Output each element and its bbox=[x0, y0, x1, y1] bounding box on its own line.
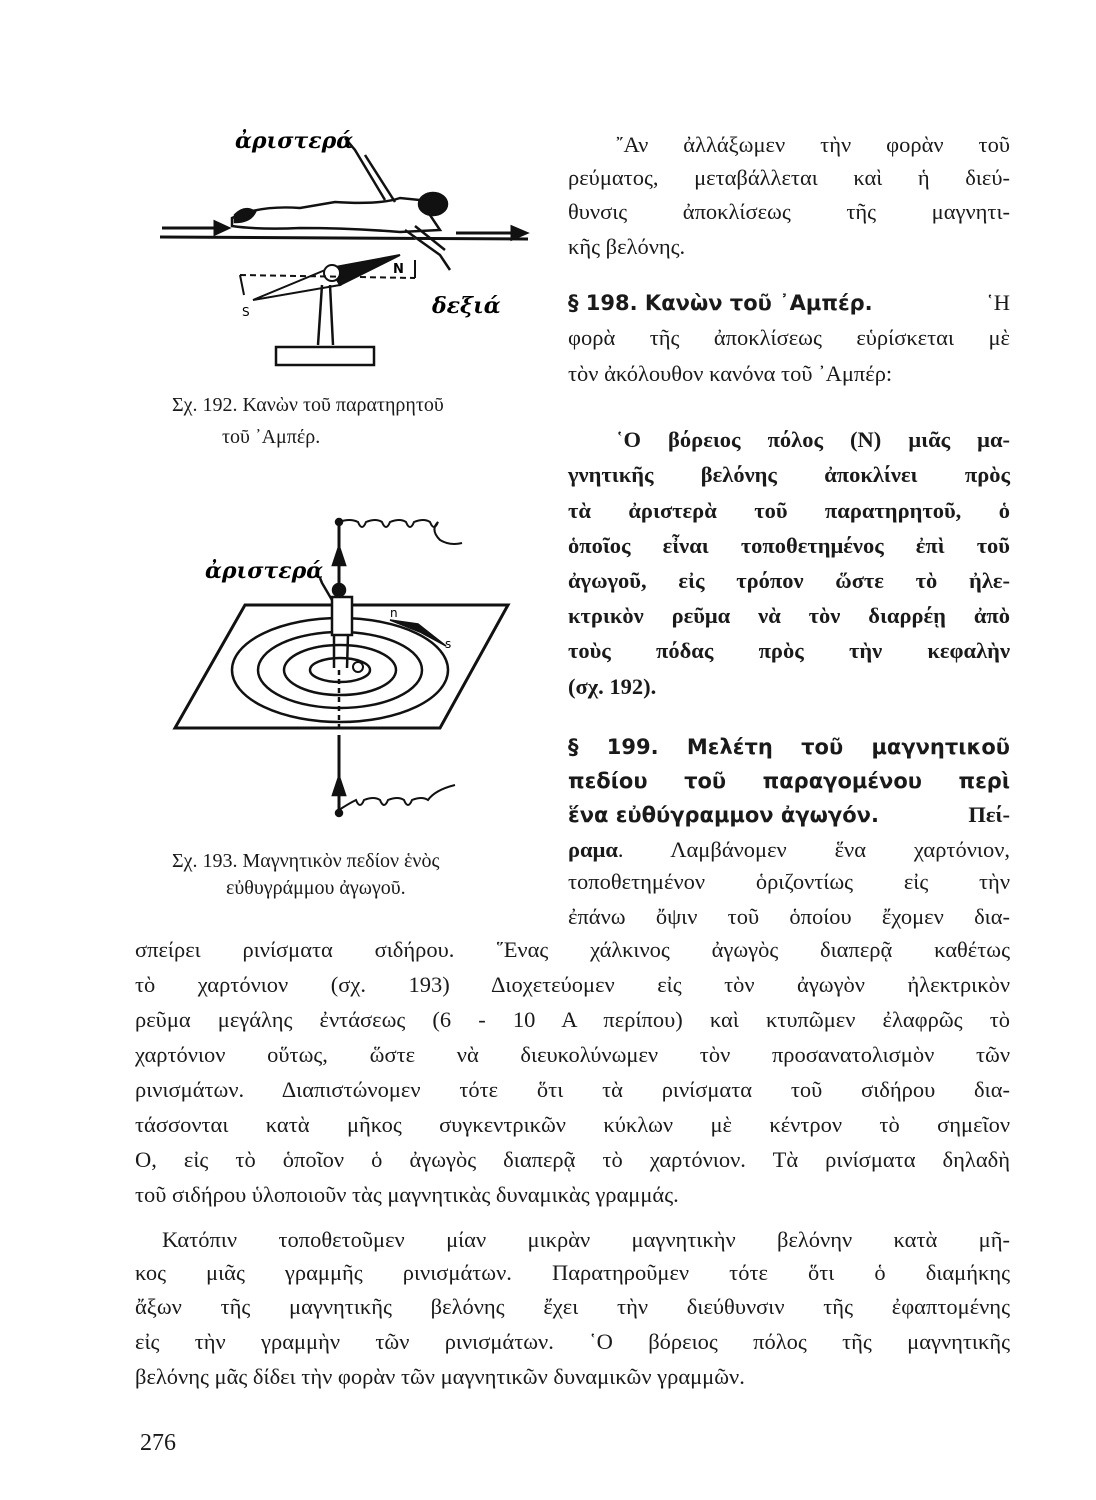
text-line: τὸν ἀκόλουθον κανόνα τοῦ ᾿Αμπέρ: bbox=[568, 361, 893, 386]
text-line: κος μιᾶς γραμμῆς ρινισμάτων. Παρατηροῦμεν τότε ὅτι ὁ διαμήκης bbox=[135, 1260, 1010, 1285]
section-198-line1 bbox=[568, 288, 1010, 318]
rule-line: κτρικὸν ρεῦμα νὰ τὸν διαρρέῃ ἀπὸ bbox=[568, 603, 1010, 628]
text-line: χαρτόνιον οὕτως, ὥστε νὰ διευκολύνωμεν τὸν προσανατολισμὸν τῶν bbox=[135, 1042, 1010, 1067]
text-line: ἐπάνω ὄψιν τοῦ ὁποίου ἔχομεν δια- bbox=[568, 904, 1010, 929]
rule-line: τὰ ἀριστερὰ τοῦ παρατηρητοῦ, ὁ bbox=[568, 498, 1010, 523]
figure-193-caption-line2: εὐθυγράμμου ἀγωγοῦ. bbox=[226, 877, 406, 899]
section-199-heading-line bbox=[568, 800, 1010, 830]
text-line: τὸ χαρτόνιον (σχ. 193) Διοχετεύομεν εἰς τὸν ἀγωγὸν ἠλεκτρικὸν bbox=[135, 972, 1010, 997]
pole-n-label: N bbox=[393, 262, 404, 277]
text-line: βελόνης μᾶς δίδει τὴν φορὰν τῶν μαγνητικῶν δυναμικῶν γραμμῶν. bbox=[135, 1364, 745, 1389]
text-line: ρεύματος, μεταβάλλεται καὶ ἡ διεύ- bbox=[568, 165, 1010, 190]
rule-line: τοὺς πόδας πρὸς τὴν κεφαλὴν bbox=[568, 638, 1010, 663]
lying-man-figure bbox=[232, 138, 450, 270]
text-line: ρεῦμα μεγάλης ἐντάσεως (6 - 10 Α περίπου) καὶ κτυπῶμεν ἐλαφρῶς τὸ bbox=[135, 1007, 1010, 1032]
text-line: τοποθετημένον ὁριζοντίως εἰς τὴν bbox=[568, 869, 1010, 894]
rule-line: ῾Ο βόρειος πόλος (Ν) μιᾶς μα- bbox=[616, 427, 1010, 452]
rule-line: ἀγωγοῦ, εἰς τρόπον ὥστε τὸ ἠλε- bbox=[568, 568, 1010, 593]
text-fragment: ῾Η bbox=[986, 290, 1010, 315]
text-line: Κατόπιν τοποθετοῦμεν μίαν μικρὰν μαγνητικὴν βελόνην κατὰ μῆ- bbox=[162, 1227, 1010, 1252]
needle-stand bbox=[276, 285, 374, 365]
heading-fragment: ραμα bbox=[568, 837, 618, 862]
text-line: Ο, εἰς τὸ ὁποῖον ὁ ἀγωγὸς διαπερᾷ τὸ χαρτόνιον. Τὰ ρινίσματα δηλαδὴ bbox=[135, 1147, 1010, 1172]
text-line: φορὰ τῆς ἀποκλίσεως εὑρίσκεται μὲ bbox=[568, 325, 1010, 350]
conductor-wire bbox=[160, 237, 528, 239]
label-left: ἀριστερά bbox=[235, 128, 354, 154]
text-line bbox=[568, 835, 1010, 865]
label-right: δεξιά bbox=[432, 293, 501, 319]
label-left-fig193: ἀριστερά bbox=[205, 558, 324, 584]
rule-line: (σχ. 192). bbox=[568, 674, 657, 699]
text-line: τάσσονται κατὰ μῆκος συγκεντρικῶν κύκλων μὲ κέντρον τὸ σημεῖον bbox=[135, 1112, 1010, 1137]
text-fragment: . Λαμβάνομεν ἕνα χαρτόνιον, bbox=[617, 837, 1010, 862]
figure-193-caption-line1: Σχ. 193. Μαγνητικὸν πεδίον ἑνὸς bbox=[172, 850, 440, 872]
text-line: θυνσις ἀποκλίσεως τῆς μαγνητι- bbox=[568, 199, 1010, 224]
text-line: ῎Αν ἀλλάξωμεν τὴν φορὰν τοῦ bbox=[616, 132, 1010, 157]
rule-line: γνητικῆς βελόνης ἀποκλίνει πρὸς bbox=[568, 462, 1010, 487]
text-line: τοῦ σιδήρου ὑλοποιοῦν τὰς μαγνητικὰς δυναμικὰς γραμμάς. bbox=[135, 1182, 679, 1207]
text-line: εἰς τὴν γραμμὴν τῶν ρινισμάτων. ῾Ο βόρειος πόλος τῆς μαγνητικῆς bbox=[135, 1329, 1010, 1354]
standing-man-figure bbox=[320, 578, 352, 668]
text-line: σπείρει ρινίσματα σιδήρου. ῞Ενας χάλκινος ἀγωγὸς διαπερᾷ καθέτως bbox=[135, 937, 1010, 962]
section-199-heading-line: § 199. Μελέτη τοῦ μαγνητικοῦ bbox=[568, 735, 1010, 759]
pole-n-label-fig193: n bbox=[390, 606, 398, 620]
compass-needle bbox=[240, 255, 415, 300]
section-199-heading-line: πεδίου τοῦ παραγομένου περὶ bbox=[568, 769, 1010, 793]
text-line: ἄξων τῆς μαγνητικῆς βελόνης ἔχει τὴν διεύθυνσιν τῆς ἐφαπτομένης bbox=[135, 1294, 1010, 1319]
rule-line: ὁποῖος εἶναι τοποθετημένος ἐπὶ τοῦ bbox=[568, 533, 1010, 558]
text-line: κῆς βελόνης. bbox=[568, 234, 686, 259]
figure-192-caption-line2: τοῦ ᾿Αμπέρ. bbox=[222, 426, 321, 448]
pole-s-label-fig193: s bbox=[445, 637, 452, 651]
page-number: 276 bbox=[140, 1430, 176, 1456]
section-198-heading: § 198. Κανὼν τοῦ ᾿Αμπέρ. bbox=[568, 291, 873, 315]
heading-fragment: Πεί- bbox=[968, 802, 1010, 827]
figure-192-caption-line1: Σχ. 192. Κανὼν τοῦ παρατηρητοῦ bbox=[172, 394, 444, 416]
pole-s-label: S bbox=[242, 305, 250, 319]
heading-fragment: ἕνα εὐθύγραμμον ἀγωγόν. bbox=[568, 803, 879, 827]
text-line: ρινισμάτων. Διαπιστώνομεν τότε ὅτι τὰ ρινίσματα τοῦ σιδήρου δια- bbox=[135, 1077, 1010, 1102]
